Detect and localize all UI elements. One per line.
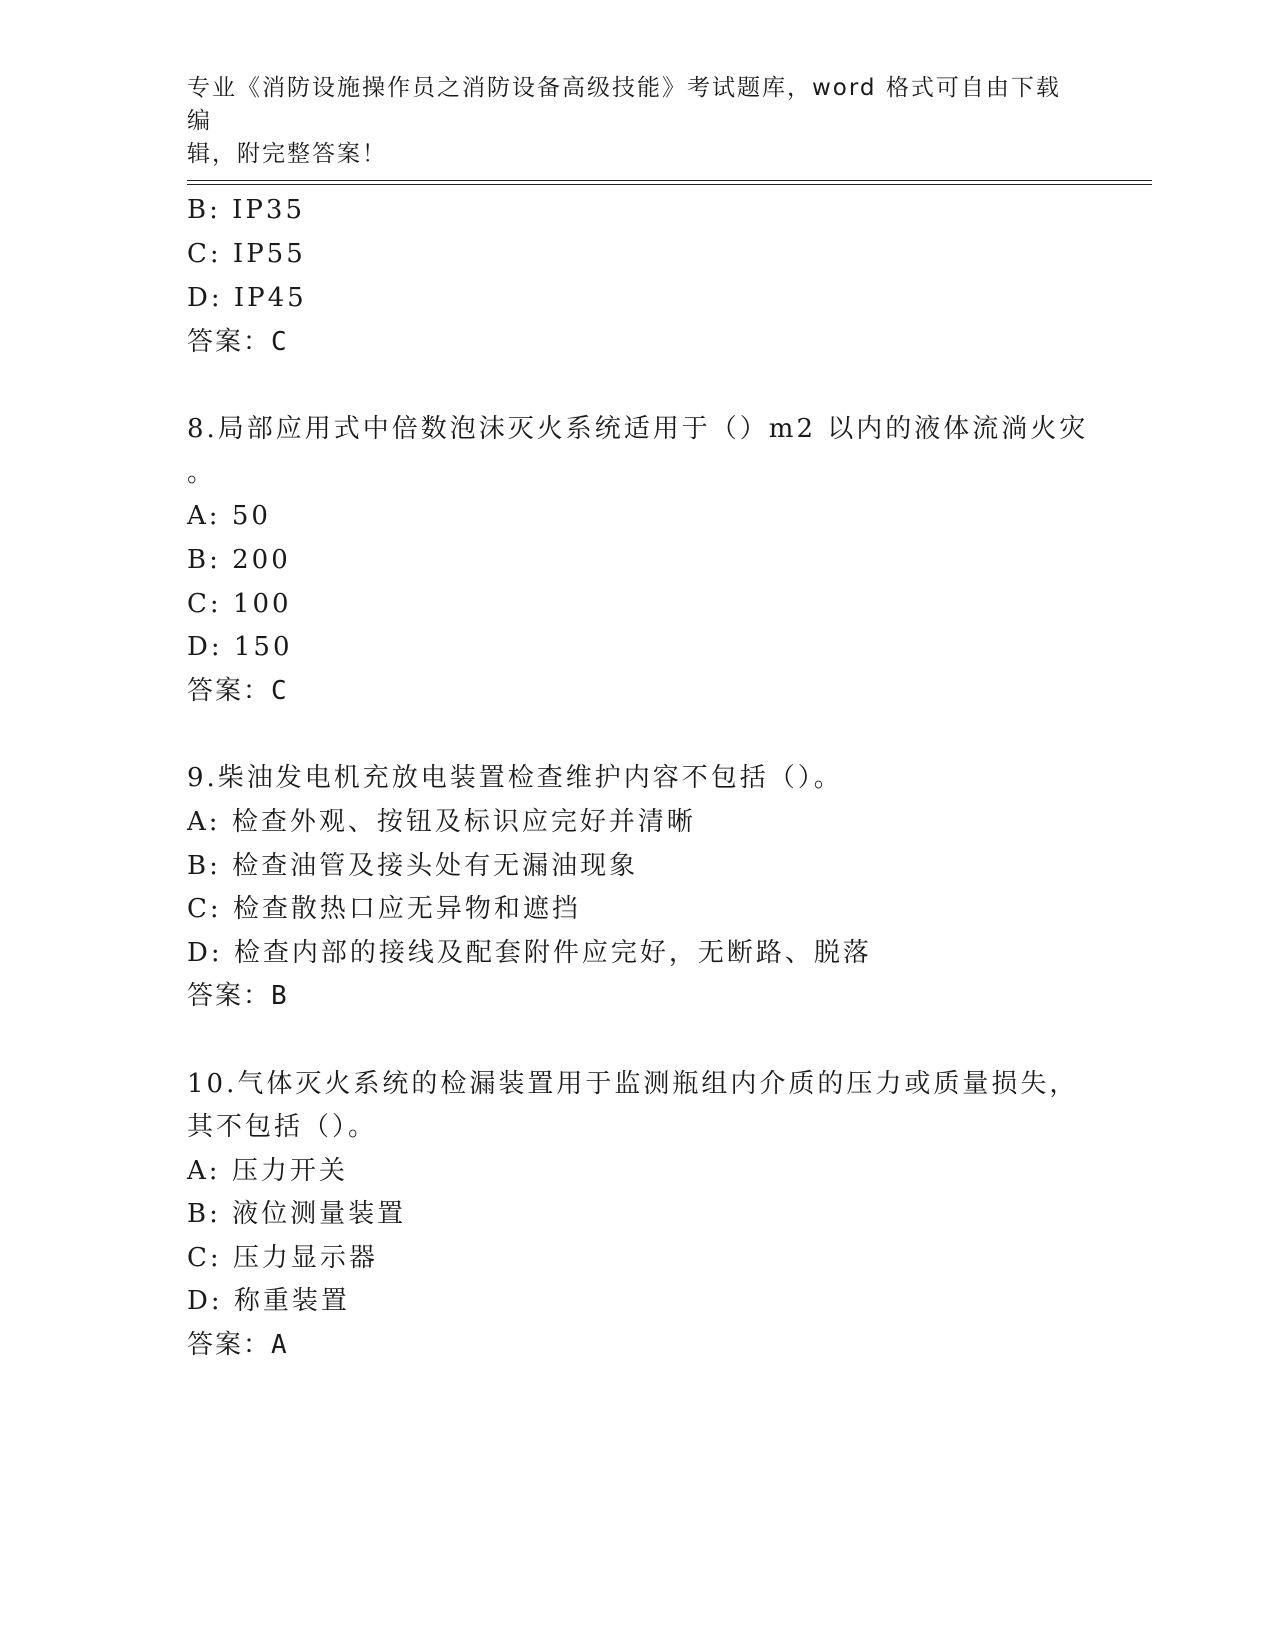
option-label: B:	[187, 195, 221, 225]
answer-label: 答案：	[187, 1330, 272, 1360]
option-label: B:	[187, 851, 221, 881]
header-line-1: 专业《消防设施操作员之消防设备高级技能》考试题库，word 格式可自由下载编	[187, 75, 1061, 134]
question-10-option-c	[187, 1241, 378, 1275]
question-8-option-c	[187, 587, 292, 621]
option-text: 压力开关	[231, 1156, 348, 1186]
option-text: 50	[231, 501, 271, 531]
fragment-answer	[187, 325, 289, 359]
option-text: 150	[233, 632, 293, 662]
answer-value: A	[271, 1330, 289, 1360]
option-text: 200	[232, 545, 291, 575]
header-divider-top	[187, 180, 1152, 181]
option-text: 压力显示器	[232, 1243, 378, 1273]
option-label: D:	[187, 938, 223, 968]
answer-label: 答案：	[187, 676, 272, 706]
option-label: A:	[187, 807, 221, 837]
option-label: C:	[187, 589, 222, 619]
question-10-option-b	[187, 1197, 406, 1231]
option-text: 检查外观、按钮及标识应完好并清晰	[231, 807, 696, 837]
option-label: A:	[187, 1156, 221, 1186]
question-9-option-b	[187, 849, 638, 883]
option-label: D:	[187, 283, 223, 313]
question-10-option-a	[187, 1154, 348, 1188]
question-9-option-c	[187, 892, 581, 926]
question-8-option-d	[187, 630, 293, 664]
option-text: 100	[232, 589, 292, 619]
question-9-stem: 9.柴油发电机充放电装置检查维护内容不包括（）。	[187, 763, 843, 793]
question-9-option-a	[187, 805, 696, 839]
option-label: D:	[187, 632, 223, 662]
option-text: 检查散热口应无异物和遮挡	[232, 894, 581, 924]
header-divider-bottom	[187, 184, 1152, 185]
fragment-option-b	[187, 193, 305, 227]
option-label: C:	[187, 894, 222, 924]
question-9-option-d	[187, 936, 872, 970]
option-text: IP45	[233, 283, 307, 313]
question-8-option-a	[187, 499, 271, 533]
option-label: B:	[187, 545, 221, 575]
question-8-stem: 8.局部应用式中倍数泡沫灭火系统适用于（）m2 以内的液体流淌火灾	[187, 414, 1089, 444]
option-label: D:	[187, 1286, 223, 1316]
fragment-option-c	[187, 237, 306, 271]
option-label: C:	[187, 1243, 222, 1273]
answer-value: C	[271, 676, 289, 706]
header-line-2: 辑，附完整答案！	[187, 141, 387, 167]
fragment-option-d	[187, 281, 307, 315]
option-text: 液位测量装置	[232, 1199, 407, 1229]
question-8-option-b	[187, 543, 291, 577]
question-8-answer	[187, 674, 289, 708]
option-label: B:	[187, 1199, 221, 1229]
option-text: 检查油管及接头处有无漏油现象	[232, 851, 639, 881]
option-text: IP55	[232, 239, 306, 269]
question-10-answer	[187, 1328, 289, 1362]
answer-label: 答案：	[187, 327, 272, 357]
question-10-stem-cont: 其不包括（）。	[187, 1112, 378, 1142]
option-label: A:	[187, 501, 221, 531]
question-8-stem-cont: 。	[187, 458, 217, 488]
question-10-option-d	[187, 1284, 350, 1318]
question-9-answer	[187, 979, 289, 1013]
option-label: C:	[187, 239, 222, 269]
answer-value: C	[271, 327, 289, 357]
question-10-stem: 10.气体灭火系统的检漏装置用于监测瓶组内介质的压力或质量损失，	[187, 1069, 1079, 1099]
option-text: 称重装置	[233, 1286, 350, 1316]
answer-value: B	[271, 981, 289, 1011]
answer-label: 答案：	[187, 981, 272, 1011]
option-text: IP35	[232, 195, 305, 225]
document-header	[187, 72, 1067, 171]
option-text: 检查内部的接线及配套附件应完好，无断路、脱落	[233, 938, 872, 968]
